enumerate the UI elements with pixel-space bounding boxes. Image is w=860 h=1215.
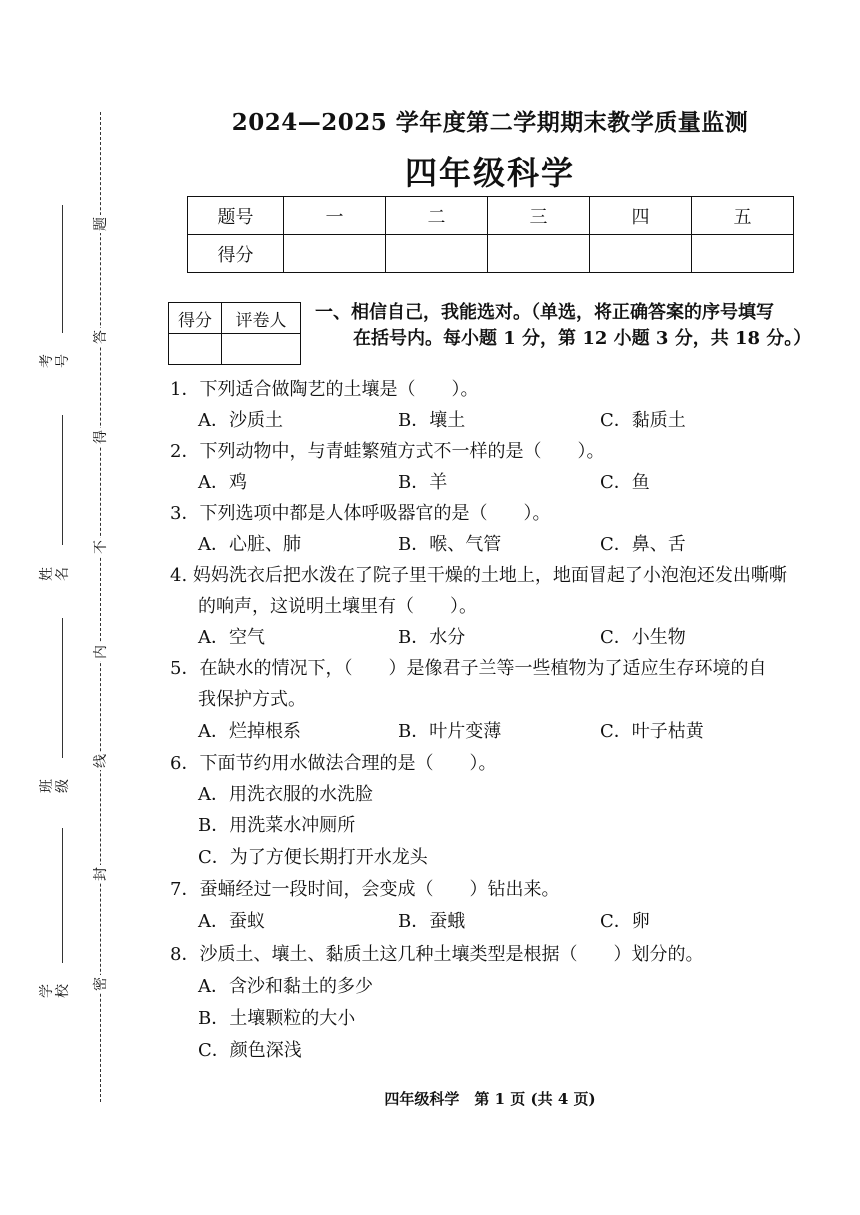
score-cell[interactable] — [284, 235, 386, 273]
school-field[interactable] — [62, 828, 63, 963]
option[interactable]: A．空气 — [198, 627, 265, 648]
grader-box — [168, 302, 301, 365]
option[interactable]: C．黏质土 — [600, 410, 686, 431]
seal-char: 得 — [93, 430, 109, 444]
option[interactable]: C．颜色深浅 — [198, 1040, 302, 1061]
column-header: 二 — [386, 197, 488, 235]
score-cell[interactable] — [386, 235, 488, 273]
seal-char: 答 — [93, 330, 109, 344]
grader-name-label: 评卷人 — [222, 303, 301, 334]
section-heading-line: 一、相信自己，我能选对。（单选，将正确答案的序号填写 — [315, 302, 774, 323]
name-field[interactable] — [62, 415, 63, 545]
option[interactable]: B．喉、气管 — [398, 534, 502, 555]
page-footer: 四年级科学 第 1 页 (共 4 页) — [384, 1090, 596, 1108]
option[interactable]: A．沙质土 — [198, 410, 283, 431]
option[interactable]: A．蚕蚁 — [198, 911, 265, 932]
seal-char: 密 — [93, 977, 109, 991]
exam-subtitle: 四年级科学 — [404, 154, 575, 192]
seal-char: 题 — [93, 217, 109, 231]
grader-name-cell[interactable] — [222, 334, 301, 365]
option[interactable]: C．鱼 — [600, 472, 650, 493]
school-label: 学校 — [39, 984, 71, 998]
grader-row — [169, 303, 301, 334]
column-header: 五 — [692, 197, 794, 235]
name-label: 姓名 — [39, 567, 71, 581]
question-4-continued: 的响声，这说明土壤里有（ ）。 — [198, 596, 477, 617]
option[interactable]: A．含沙和黏土的多少 — [198, 976, 373, 997]
section-1-heading — [315, 300, 825, 352]
exam-number-label: 考号 — [39, 354, 71, 368]
seal-char: 封 — [93, 867, 109, 881]
row-header-score: 得分 — [188, 235, 284, 273]
grader-score-label: 得分 — [169, 303, 222, 334]
option[interactable]: B．用洗菜水冲厕所 — [198, 815, 356, 836]
score-cell[interactable] — [488, 235, 590, 273]
class-label: 班级 — [39, 779, 71, 793]
row-header-question: 题号 — [188, 197, 284, 235]
binding-dashed-line — [100, 112, 101, 1102]
option[interactable]: C．叶子枯黄 — [600, 721, 704, 742]
column-header: 三 — [488, 197, 590, 235]
option[interactable]: B．叶片变薄 — [398, 721, 502, 742]
question-4: 4. 妈妈洗衣后把水泼在了院子里干燥的土地上，地面冒起了小泡泡还发出嘶嘶 — [170, 565, 787, 586]
question-5-continued: 我保护方式。 — [198, 689, 306, 710]
grader-row — [169, 334, 301, 365]
option[interactable]: A．心脏、肺 — [198, 534, 301, 555]
option[interactable]: B．蚕蛾 — [398, 911, 466, 932]
option[interactable]: B．壤土 — [398, 410, 466, 431]
question-1: 1．下列适合做陶艺的土壤是（ ）。 — [170, 379, 479, 400]
option[interactable]: C．鼻、舌 — [600, 534, 686, 555]
column-header: 一 — [284, 197, 386, 235]
option[interactable]: C．为了方便长期打开水龙头 — [198, 847, 428, 868]
seal-char: 不 — [93, 540, 109, 554]
exam-number-field[interactable] — [62, 205, 63, 333]
question-3: 3．下列选项中都是人体呼吸器官的是（ ）。 — [170, 503, 551, 524]
option[interactable]: C．小生物 — [600, 627, 686, 648]
score-table — [187, 196, 794, 273]
option[interactable]: C．卵 — [600, 911, 650, 932]
option[interactable]: A．鸡 — [198, 472, 247, 493]
exam-title: 2024—2025 学年度第二学期期末教学质量监测 — [231, 109, 749, 136]
seal-char: 线 — [93, 754, 109, 768]
question-7: 7．蚕蛹经过一段时间，会变成（ ）钻出来。 — [170, 879, 560, 900]
option[interactable]: B．土壤颗粒的大小 — [198, 1008, 356, 1029]
score-table-row — [188, 235, 794, 273]
column-header: 四 — [590, 197, 692, 235]
seal-char: 内 — [93, 645, 109, 659]
question-2: 2．下列动物中，与青蛙繁殖方式不一样的是（ ）。 — [170, 441, 605, 462]
class-field[interactable] — [62, 618, 63, 758]
grader-score-cell[interactable] — [169, 334, 222, 365]
question-5: 5．在缺水的情况下，（ ）是像君子兰等一些植物为了适应生存环境的自 — [170, 658, 767, 679]
section-heading-line: 在括号内。每小题 1 分，第 12 小题 3 分，共 18 分。） — [353, 328, 812, 349]
score-cell[interactable] — [590, 235, 692, 273]
question-8: 8．沙质土、壤土、黏质土这几种土壤类型是根据（ ）划分的。 — [170, 944, 704, 965]
option[interactable]: B．羊 — [398, 472, 448, 493]
option[interactable]: A．烂掉根系 — [198, 721, 301, 742]
score-table-row — [188, 197, 794, 235]
score-cell[interactable] — [692, 235, 794, 273]
option[interactable]: B．水分 — [398, 627, 466, 648]
option[interactable]: A．用洗衣服的水洗脸 — [198, 784, 373, 805]
question-6: 6．下面节约用水做法合理的是（ ）。 — [170, 753, 497, 774]
